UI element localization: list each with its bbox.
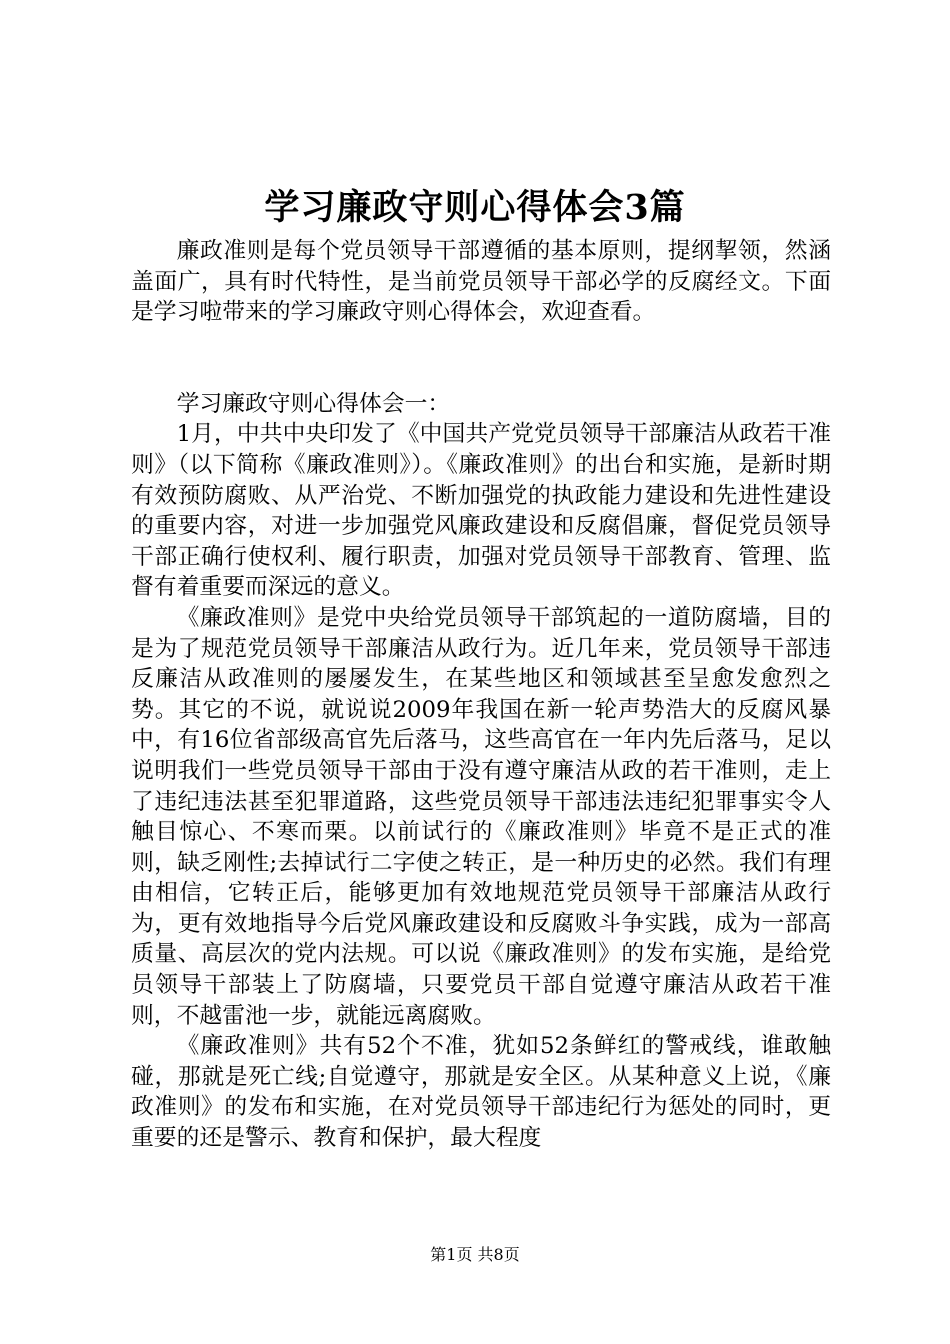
- body-paragraph: 《廉政准则》共有52个不准，犹如52条鲜红的警戒线，谁敢触碰，那就是死亡线;自觉遵守，那就是安全区。从某种意义上说，《廉政准则》的发布和实施，在对党员领导干部违纪行为惩处的同时，更重要的还是警示、教育和保护，最大程度: [131, 1033, 831, 1152]
- body-paragraph: 1月，中共中央印发了《中国共产党党员领导干部廉洁从政若干准则》（以下简称《廉政准则》）。《廉政准则》的出台和实施，是新时期有效预防腐败、从严治党、不断加强党的执政能力建设和先进性建设的重要内容，对进一步加强党风廉政建设和反腐倡廉，督促党员领导干部正确行使权利、履行职责，加强对党员领导干部教育、管理、监督有着重要而深远的意义。: [131, 421, 831, 601]
- body-paragraph: 《廉政准则》是党中央给党员领导干部筑起的一道防腐墙，目的是为了规范党员领导干部廉洁从政行为。近几年来，党员领导干部违反廉洁从政准则的屡屡发生，在某些地区和领域甚至呈愈发愈烈之势。其它的不说，就说说2009年我国在新一轮声势浩大的反腐风暴中，有16位省部级高官先后落马，这些高官在一年内先后落马，足以说明我们一些党员领导干部由于没有遵守廉洁从政的若干准则，走上了违纪违法甚至犯罪道路，这些党员领导干部违法违纪犯罪事实令人触目惊心、不寒而栗。以前试行的《廉政准则》毕竟不是正式的准则，缺乏刚性;去掉试行二字使之转正，是一种历史的必然。我们有理由相信，它转正后，能够更加有效地规范党员领导干部廉洁从政行为，更有效地指导今后党风廉政建设和反腐败斗争实践，成为一部高质量、高层次的党内法规。可以说《廉政准则》的发布实施，是给党员领导干部装上了防腐墙，只要党员干部自觉遵守廉洁从政若干准则，不越雷池一步，就能远离腐败。: [131, 604, 831, 1029]
- document-title: 学习廉政守则心得体会3篇: [264, 187, 686, 228]
- page-number-footer: 第1页 共8页: [430, 1245, 520, 1264]
- paragraph-gap: [131, 328, 831, 389]
- intro-paragraph: 廉政准则是每个党员领导干部遵循的基本原则，提纲挈领，然涵盖面广，具有时代特性，是当前党员领导干部必学的反腐经文。下面是学习啦带来的学习廉政守则心得体会，欢迎查看。: [131, 238, 831, 326]
- section-heading: 学习廉政守则心得体会一：: [176, 390, 451, 417]
- document-body: [131, 236, 831, 1154]
